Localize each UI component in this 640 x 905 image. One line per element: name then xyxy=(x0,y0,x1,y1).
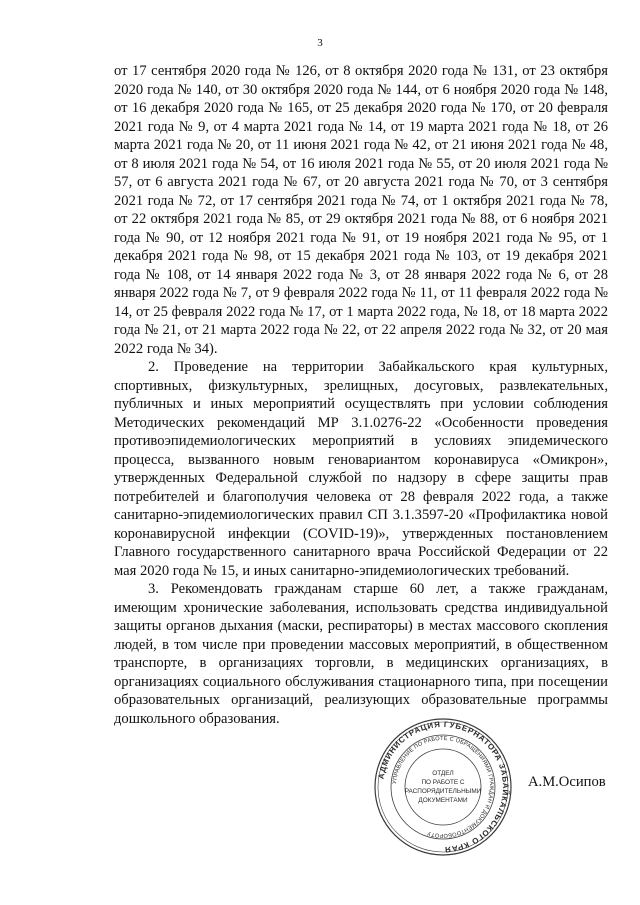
stamp-center-line-1: ОТДЕЛ xyxy=(432,770,454,777)
page-number: 3 xyxy=(317,37,323,49)
paragraph-amendments-list: от 17 сентября 2020 года № 126, от 8 октября 2020 года № 131, от 23 октября 2020 года № 140, от 30 октября 2020 года № 144, от 6 ноября 2020 года № 148, от 16 декабря 2020 года № 165, от 25 декабря 2020 года № 170, от 20 февраля 2021 года № 9, от 4 марта 2021 года № 14, от 19 марта 2021 года № 18, от 26 марта 2021 года № 20, от 11 июня 2021 года № 42, от 21 июня 2021 года № 48, от 8 июля 2021 года № 54, от 16 июля 2021 года № 55, от 20 июля 2021 года № 57, от 6 августа 2021 года № 67, от 20 августа 2021 года № 70, от 3 сентября 2021 года № 72, от 17 сентября 2021 года № 74, от 1 октября 2021 года № 78, от 22 октября 2021 года № 85, от 29 октября 2021 года № 88, от 6 ноября 2021 года № 90, от 12 ноября 2021 года № 91, от 19 ноября 2021 года № 95, от 1 декабря 2021 года № 98, от 15 декабря 2021 года № 103, от 19 декабря 2021 года № 108, от 14 января 2022 года № 3, от 28 января 2022 года № 6, от 28 января 2022 года № 7, от 9 февраля 2022 года № 11, от 11 февраля 2022 года № 14, от 25 февраля 2022 года № 17, от 1 марта 2022 года, № 18, от 18 марта 2022 года № 21, от 21 марта 2022 года № 22, от 22 апреля 2022 года № 32, от 20 мая 2022 года № 34). xyxy=(114,63,608,357)
stamp-center-line-2: ПО РАБОТЕ С xyxy=(421,779,465,786)
document-body xyxy=(114,62,608,728)
paragraph-2: 2. Проведение на территории Забайкальского края культурных, спортивных, физкультурных, зрелищных, досуговых, развлекательных, публичных и иных мероприятий осуществлять при условии соблюдения Методических рекомендаций МР 3.1.0276-22 «Особенности проведения противоэпидемиологических мероприятий в условиях эпидемического процесса, вызванного новым геновариантом коронавируса «Омикрон», утвержденных Федеральной службой по надзору в сфере защиты прав потребителей и благополучия человека от 28 февраля 2022 года, а также санитарно-эпидемиологических правил СП 3.1.3597-20 «Профилактика новой коронавирусной инфекции (COVID-19)», утвержденных постановлением Главного государственного санитарного врача Российской Федерации от 22 мая 2020 года № 15, и иных санитарно-эпидемиологических требований. xyxy=(114,359,608,579)
official-stamp xyxy=(373,717,513,857)
stamp-middle-border xyxy=(391,735,495,839)
signatory-name: А.М.Осипов xyxy=(528,774,606,790)
stamp-center-line-3: РАСПОРЯДИТЕЛЬНЫМИ xyxy=(404,788,482,795)
stamp-outer-ring-text: АДМИНИСТРАЦИЯ ГУБЕРНАТОРА ЗАБАЙКАЛЬСКОГО КРАЯ xyxy=(376,719,511,855)
stamp-inner-border xyxy=(405,749,481,825)
stamp-center-line-4: ДОКУМЕНТАМИ xyxy=(418,797,468,804)
stamp-inner-ring-text: УПРАВЛЕНИЕ ПО РАБОТЕ С ОБРАЩЕНИЯМИ ГРАЖДАН И ДОКУМЕНТООБОРОТУ xyxy=(392,735,495,839)
paragraph-3: 3. Рекомендовать гражданам старше 60 лет, а также гражданам, имеющим хронические заболевания, использовать средства индивидуальной защиты органов дыхания (маски, респираторы) в местах массового скопления людей, в том числе при проведении массовых мероприятий, в общественном транспорте, в организациях торговли, в медицинских организациях, в организациях социального обслуживания стационарного типа, при посещении образовательных организаций, реализующих образовательные программы дошкольного образования. xyxy=(114,581,608,727)
